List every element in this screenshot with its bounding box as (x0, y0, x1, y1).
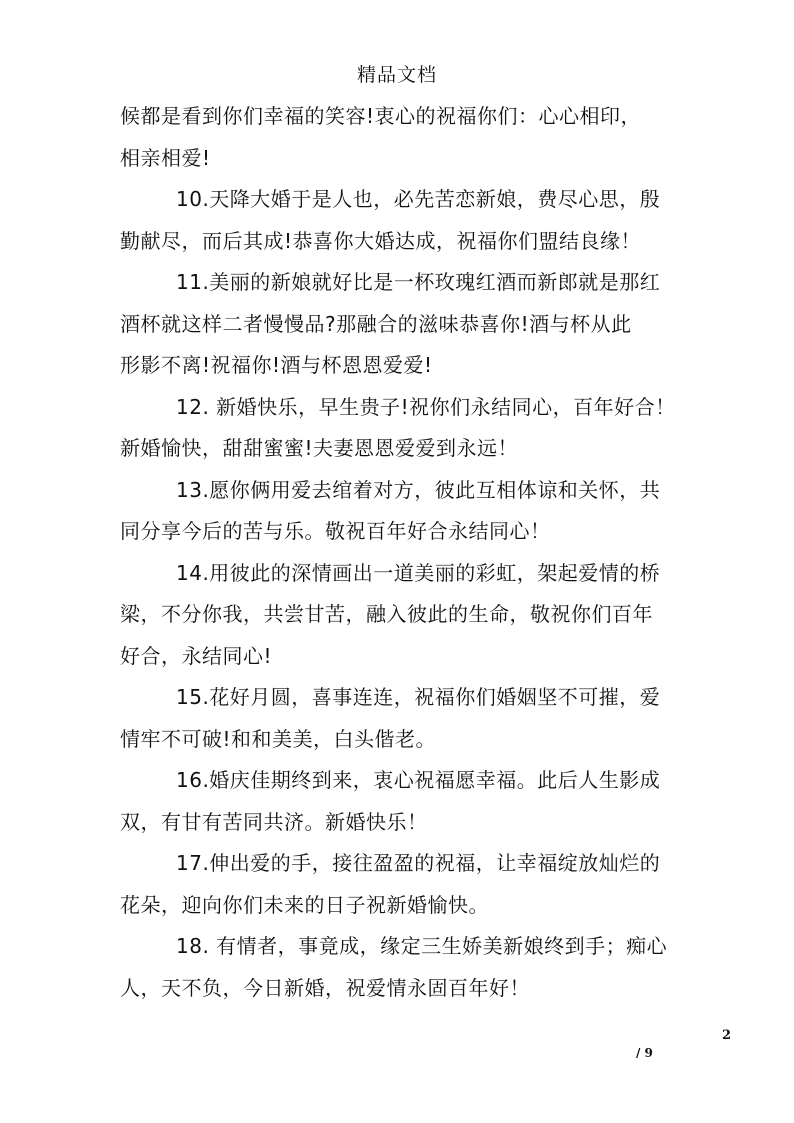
text-line: 同分享今后的苦与乐。敬祝百年好合永结同心！ (120, 519, 551, 543)
paragraph-item-17 (120, 843, 680, 926)
text-line: 双，有甘有苦同共济。新婚快乐！ (120, 809, 428, 834)
document-body (120, 96, 680, 1009)
paragraph-item-18 (120, 926, 680, 1009)
paragraph-item-12 (120, 387, 680, 470)
text-line: 花朵，迎向你们未来的日子祝新婚愉快。 (120, 892, 489, 917)
text-line: 候都是看到你们幸福的笑容!衷心的祝福你们：心心相印， (120, 104, 642, 128)
text-line: 梁，不分你我，共尝甘苦，融入彼此的生命，敬祝你们百年 (120, 602, 653, 626)
paragraph-item-10 (120, 179, 680, 262)
text-line: 10.天降大婚于是人也，必先苦恋新娘，费尽心思，殷 (176, 187, 661, 211)
text-line: 情牢不可破!和和美美，白头偕老。 (120, 726, 437, 751)
paragraph-item-13 (120, 470, 680, 553)
text-line: 相亲相爱! (120, 145, 211, 170)
page-total: / 9 (636, 1046, 653, 1060)
text-line: 13.愿你俩用爱去绾着对方，彼此互相体谅和关怀，共 (176, 477, 661, 502)
paragraph-item-16 (120, 760, 680, 843)
paragraph-continuation (120, 96, 680, 179)
text-line: 人，天不负，今日新婚，祝爱情永固百年好！ (120, 975, 530, 1000)
text-line: 11.美丽的新娘就好比是一杯玫瑰红酒而新郎就是那红 (176, 270, 661, 294)
paragraph-item-14 (120, 553, 680, 678)
text-line: 新婚愉快，甜甜蜜蜜!夫妻恩恩爱爱到永远！ (120, 436, 519, 460)
paragraph-item-15 (120, 677, 680, 760)
document-header-title: 精品文档 (356, 64, 437, 86)
text-line: 勤献尽，而后其成!恭喜你大婚达成，祝福你们盟结良缘！ (120, 228, 642, 253)
text-line: 酒杯就这样二者慢慢品?那融合的滋味恭喜你!酒与杯从此 (120, 311, 632, 336)
page-number: 2 (722, 1028, 732, 1043)
text-line: 18. 有情者，事竟成，缘定三生娇美新娘终到手；痴心 (176, 934, 668, 958)
text-line: 形影不离!祝福你!酒与杯恩恩爱爱! (120, 353, 433, 377)
text-line: 17.伸出爱的手，接往盈盈的祝福，让幸福绽放灿烂的 (176, 851, 661, 875)
text-line: 14.用彼此的深情画出一道美丽的彩虹，架起爱情的桥 (176, 560, 661, 585)
paragraph-item-11 (120, 262, 680, 387)
text-line: 16.婚庆佳期终到来，衷心祝福愿幸福。此后人生影成 (176, 768, 661, 792)
text-line: 15.花好月圆，喜事连连，祝福你们婚姻坚不可摧，爱 (176, 685, 661, 709)
text-line: 好合，永结同心! (120, 643, 273, 668)
text-line: 12. 新婚快乐，早生贵子!祝你们永结同心，百年好合！ (176, 394, 676, 419)
